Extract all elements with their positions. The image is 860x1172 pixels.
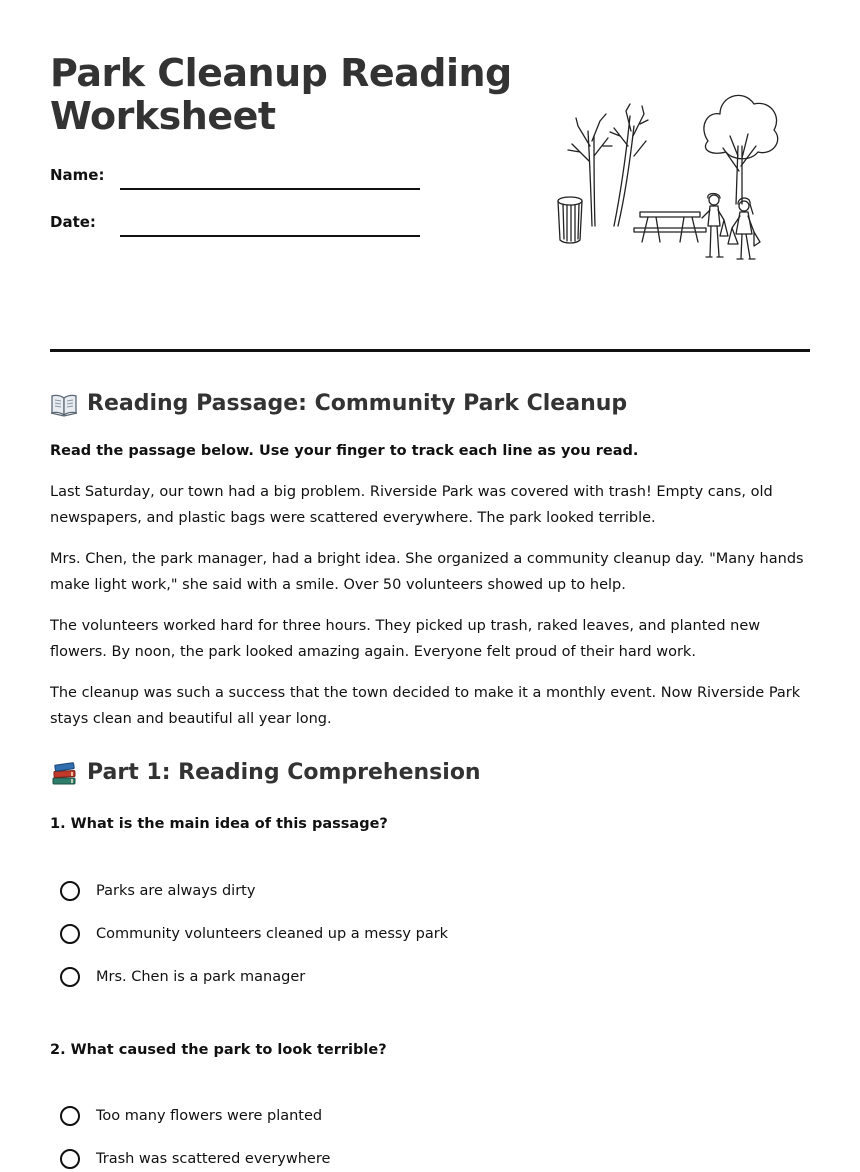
- passage-heading: [50, 390, 627, 418]
- leafy-tree-icon: [704, 95, 778, 204]
- date-line[interactable]: [120, 235, 420, 237]
- option-label: Trash was scattered everywhere: [96, 1151, 331, 1167]
- name-label: Name:: [50, 166, 105, 184]
- volunteer-kid-icon: [702, 194, 728, 258]
- name-field: [50, 166, 420, 184]
- question-1: 1. What is the main idea of this passage?: [50, 816, 388, 832]
- question-2-option-b[interactable]: [60, 1146, 330, 1172]
- passage-paragraph: Mrs. Chen, the park manager, had a bright idea. She organized a community cleanup day. "Many hands make light work," she said with a smile. Over 50 volunteers showed up to help.: [50, 551, 804, 593]
- option-label: Mrs. Chen is a park manager: [96, 969, 306, 985]
- part1-heading-text: Part 1: Reading Comprehension: [87, 760, 481, 785]
- picnic-table-icon: [634, 212, 706, 242]
- option-label: Parks are always dirty: [96, 883, 256, 899]
- bare-tree-icon: [568, 104, 648, 226]
- date-label: Date:: [50, 213, 96, 231]
- volunteer-kid-icon: [728, 198, 760, 259]
- radio-button[interactable]: [60, 967, 80, 987]
- passage-instruction: Read the passage below. Use your finger to track each line as you read.: [50, 443, 639, 459]
- question-1-option-a[interactable]: [60, 878, 255, 904]
- question-1-option-c[interactable]: [60, 964, 305, 990]
- header-divider: [50, 349, 810, 352]
- passage-paragraph: The cleanup was such a success that the town decided to make it a monthly event. Now Riverside Park stays clean and beautiful all year long.: [50, 685, 801, 727]
- radio-button[interactable]: [60, 1149, 80, 1169]
- passage-heading-text: Reading Passage: Community Park Cleanup: [87, 391, 628, 416]
- option-label: Too many flowers were planted: [96, 1108, 323, 1124]
- date-field: [50, 213, 420, 231]
- option-label: Community volunteers cleaned up a messy park: [96, 926, 449, 942]
- part1-heading: [50, 759, 481, 787]
- passage-paragraph: Last Saturday, our town had a big problem. Riverside Park was covered with trash! Empty cans, old newspapers, and plastic bags were scattered everywhere. The park looked terrible.: [50, 484, 773, 526]
- worksheet-title: Park Cleanup Reading Worksheet: [50, 51, 512, 138]
- trash-can-icon: [558, 197, 582, 243]
- radio-button[interactable]: [60, 1106, 80, 1126]
- passage-paragraph: The volunteers worked hard for three hours. They picked up trash, raked leaves, and planted new flowers. By noon, the park looked amazing again. Everyone felt proud of their hard work.: [50, 618, 761, 660]
- radio-button[interactable]: [60, 881, 80, 901]
- open-book-icon: [50, 391, 78, 417]
- books-icon: [50, 760, 78, 786]
- name-line[interactable]: [120, 188, 420, 190]
- question-2-option-a[interactable]: [60, 1103, 322, 1129]
- park-cleanup-illustration: [548, 86, 792, 272]
- question-2: 2. What caused the park to look terrible?: [50, 1042, 387, 1058]
- question-1-option-b[interactable]: [60, 921, 448, 947]
- radio-button[interactable]: [60, 924, 80, 944]
